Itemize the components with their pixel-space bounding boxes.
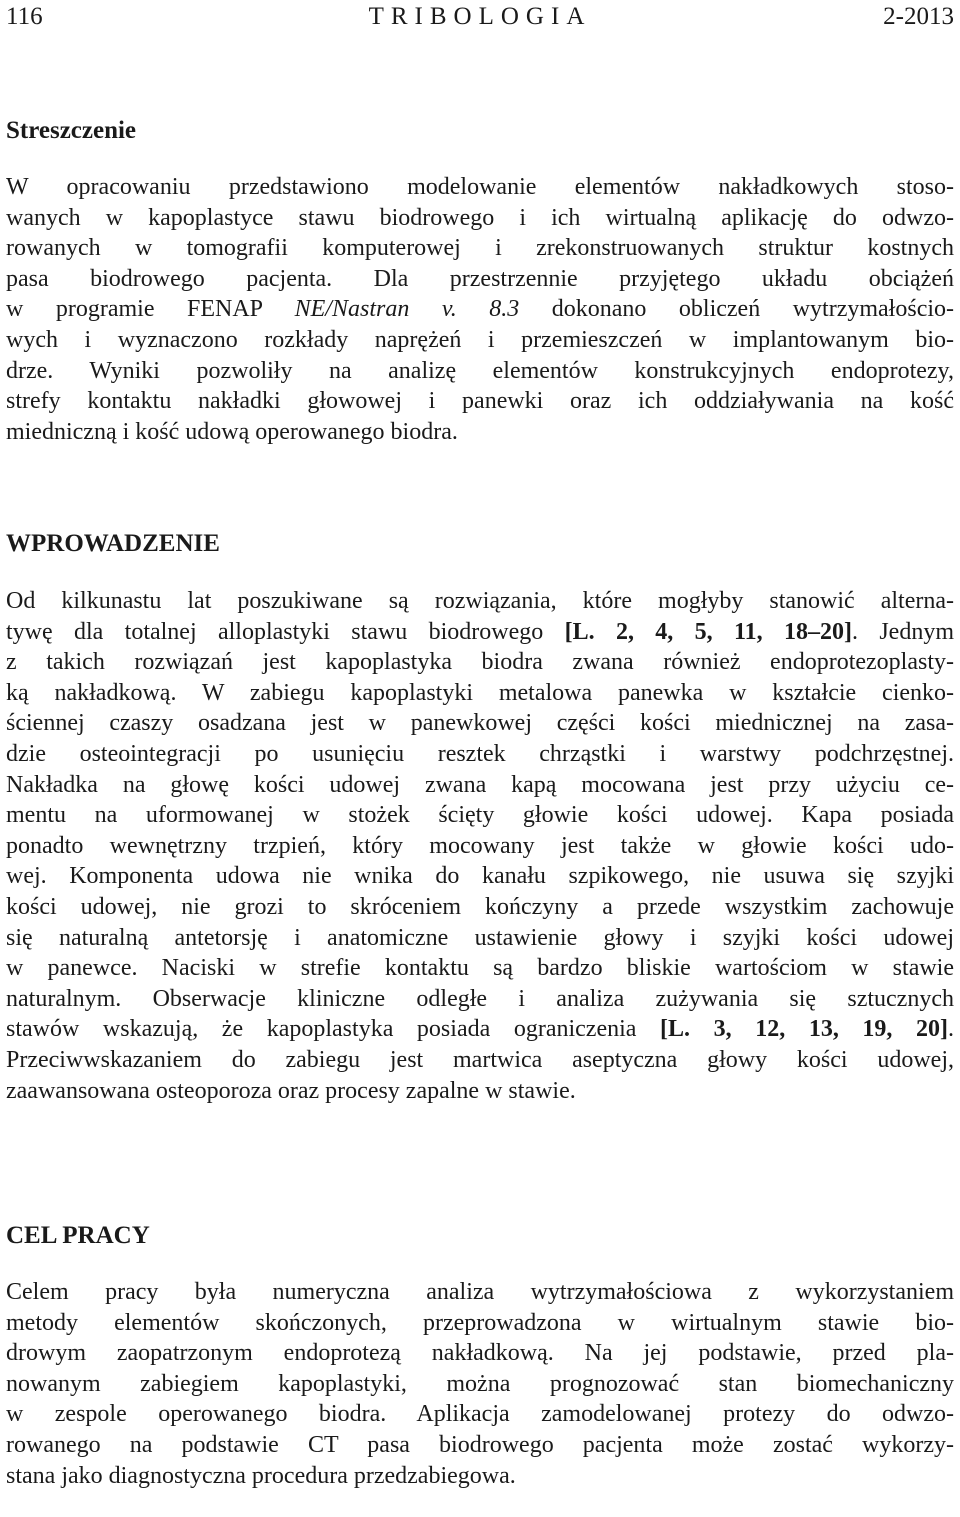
text-line: w zespole operowanego biodra. Aplikacja zamodelowanej protezy do odwzo- <box>6 1401 954 1428</box>
text-line: drze. Wyniki pozwoliły na analizę elementów konstrukcyjnych endoprotezy, <box>6 357 954 384</box>
text-line: się naturalną antetorsję i anatomiczne ustawienie głowy i szyjki kości udowej <box>6 924 954 951</box>
text-line: ką nakładkową. W zabiegu kapoplastyki metalowa panewka w kształcie cienko- <box>6 679 954 706</box>
text-line: rowanego na podstawie CT pasa biodrowego pacjenta może zostać wykorzy- <box>6 1431 954 1458</box>
text-line: metody elementów skończonych, przeprowadzona w wirtualnym stawie bio- <box>6 1309 954 1336</box>
page-number: 116 <box>6 3 43 30</box>
text-line: nowanym zabiegiem kapoplastyki, można prognozować stan biomechaniczny <box>6 1370 954 1397</box>
text-line: Przeciwwskazaniem do zabiegu jest martwica aseptyczna głowy kości udowej, <box>6 1046 954 1073</box>
running-header <box>6 0 954 34</box>
text-line: rowanych w tomografii komputerowej i zrekonstruowanych struktur kostnych <box>6 235 954 262</box>
aim-text <box>6 1277 954 1491</box>
text-line: miedniczną i kość udową operowanego biodra. <box>6 418 458 445</box>
text-line: stana jako diagnostyczna procedura przedzabiegowa. <box>6 1462 516 1489</box>
text-line: naturalnym. Obserwacje kliniczne odległe i analiza zużywania się sztucznych <box>6 985 954 1012</box>
text-line: w panewce. Naciski w strefie kontaktu są bardzo bliskie wartościom w stawie <box>6 955 954 982</box>
abstract-text <box>6 172 954 447</box>
aim-title: CEL PRACY <box>6 1222 150 1249</box>
issue-number: 2-2013 <box>883 3 954 30</box>
text-line: W opracowaniu przedstawiono modelowanie elementów nakładkowych stoso- <box>6 174 954 200</box>
citation: [L. 2, 4, 5, 11, 18–20] <box>564 618 852 645</box>
text-line: ściennej czaszy osadzana jest w panewkowej części kości miednicznej na zasa- <box>6 710 954 737</box>
text-line: stawów wskazują, że kapoplastyka posiada ograniczenia [L. 3, 12, 13, 19, 20]. <box>6 1016 954 1043</box>
text-line: strefy kontaktu nakładki głowowej i panewki oraz ich oddziaływania na kość <box>6 388 954 415</box>
text-line: Od kilkunastu lat poszukiwane są rozwiązania, które mogłyby stanowić alterna- <box>6 588 954 614</box>
text-line: wych i wyznaczono rozkłady naprężeń i przemieszczeń w implantowanym bio- <box>6 326 954 353</box>
text-line: zaawansowana osteoporoza oraz procesy zapalne w stawie. <box>6 1077 576 1104</box>
text-line: z takich rozwiązań jest kapoplastyka biodra zwana również endoprotezoplasty- <box>6 649 954 676</box>
text-line: w programie FENAP NE/Nastran v. 8.3 dokonano obliczeń wytrzymałościo- <box>6 296 955 323</box>
text-line: dzie osteointegracji po usunięciu resztek chrząstki i warstwy podchrzęstnej. <box>6 740 954 767</box>
text-line: mentu na uformowanej w stożek ścięty głowie kości udowej. Kapa posiada <box>6 802 954 829</box>
text-line: drowym zaopatrzonym endoprotezą nakładkową. Na jej podstawie, przed pla- <box>6 1340 954 1367</box>
text-line: pasa biodrowego pacjenta. Dla przestrzennie przyjętego układu obciążeń <box>6 265 954 292</box>
abstract-title: Streszczenie <box>6 117 137 144</box>
text-line: ponadto wewnętrzny trzpień, który mocowany jest także w głowie kości udo- <box>6 832 954 859</box>
journal-name: TRIBOLOGIA <box>368 3 592 30</box>
citation: [L. 3, 12, 13, 19, 20] <box>660 1016 948 1043</box>
text-line: Nakładka na głowę kości udowej zwana kapą mocowana jest przy użyciu ce- <box>6 771 954 798</box>
text-line: wej. Komponenta udowa nie wnika do kanału szpikowego, nie usuwa się szyjki <box>6 863 954 890</box>
text-line: Celem pracy była numeryczna analiza wytrzymałościowa z wykorzystaniem <box>6 1279 954 1305</box>
introduction-text <box>6 586 954 1106</box>
software-name: NE/Nastran v. 8.3 <box>294 296 520 323</box>
introduction-title: WPROWADZENIE <box>6 530 220 557</box>
text-line: wanych w kapoplastyce stawu biodrowego i ich wirtualną aplikację do odwzo- <box>6 204 954 231</box>
text-line: kości udowej, nie grozi to skróceniem kończyny a przede wszystkim zachowuje <box>6 893 954 920</box>
text-line: tywę dla totalnej alloplastyki stawu biodrowego [L. 2, 4, 5, 11, 18–20]. Jednym <box>6 618 954 645</box>
